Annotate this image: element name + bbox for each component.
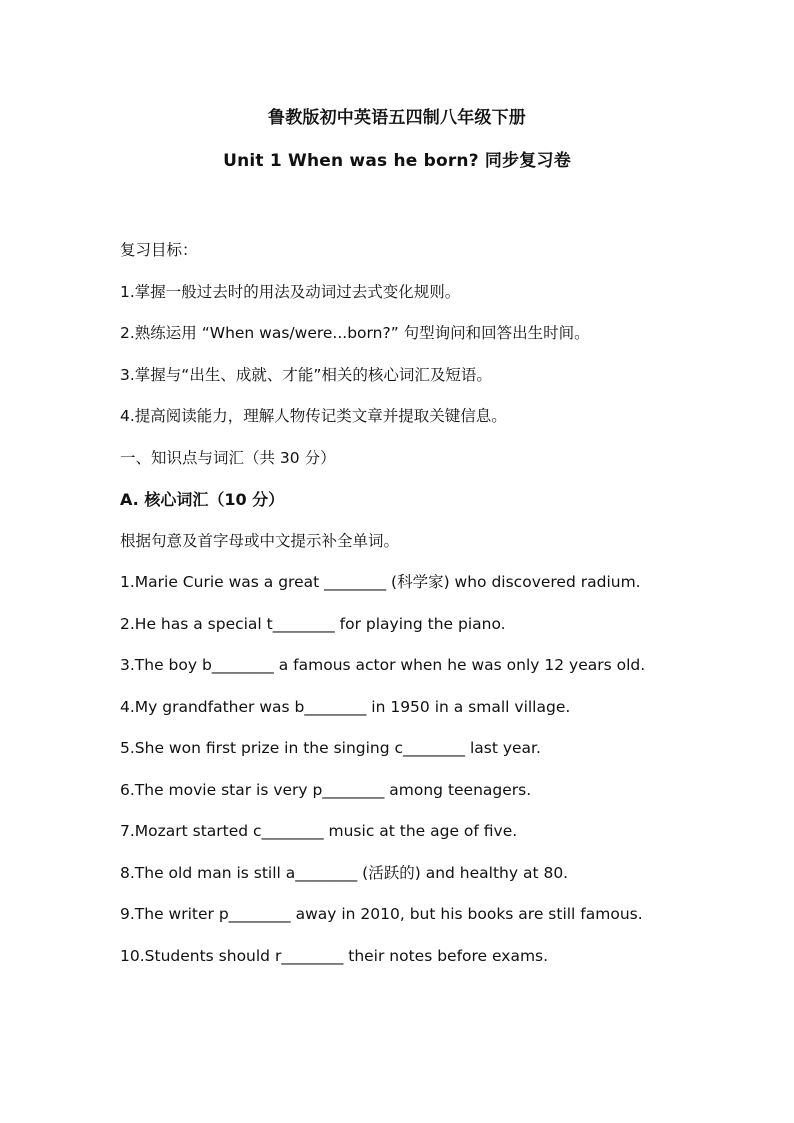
vocabulary-question: 10.Students should r________ their notes before exams. [120,946,549,965]
part-a-heading: A. 核心词汇（10 分） [120,490,285,509]
vocabulary-question: 5.She won first prize in the singing c________ last year. [120,739,541,757]
part-a-instruction: 根据句意及首字母或中文提示补全单词。 [120,531,400,550]
vocabulary-question: 2.He has a special t________ for playing the piano. [120,614,506,633]
document-body [120,230,720,977]
vocabulary-question: 3.The boy b________ a famous actor when he was only 12 years old. [120,656,646,674]
vocabulary-question: 7.Mozart started c________ music at the age of five. [120,822,518,840]
vocabulary-question: 9.The writer p________ away in 2010, but his books are still famous. [120,905,643,923]
vocabulary-question: 6.The movie star is very p________ among teenagers. [120,780,532,799]
objective-item: 3.掌握与“出生、成就、才能”相关的核心词汇及短语。 [120,365,492,384]
objective-item: 1.掌握一般过去时的用法及动词过去式变化规则。 [120,282,461,301]
objective-item: 2.熟练运用 “When was/were...born?” 句型询问和回答出生时间。 [120,324,590,342]
document-title: 鲁教版初中英语五四制八年级下册 [268,108,526,128]
vocabulary-question: 1.Marie Curie was a great ________ (科学家) who discovered radium. [120,573,641,591]
section-heading: 一、知识点与词汇（共 30 分） [120,448,336,467]
vocabulary-question: 4.My grandfather was b________ in 1950 in a small village. [120,697,571,716]
vocabulary-question: 8.The old man is still a________ (活跃的) and healthy at 80. [120,863,569,882]
objectives-heading: 复习目标： [120,241,198,259]
objective-item: 4.提高阅读能力，理解人物传记类文章并提取关键信息。 [120,407,507,425]
document-subtitle: Unit 1 When was he born? 同步复习卷 [223,151,571,171]
vocabulary-question-list [120,562,720,977]
